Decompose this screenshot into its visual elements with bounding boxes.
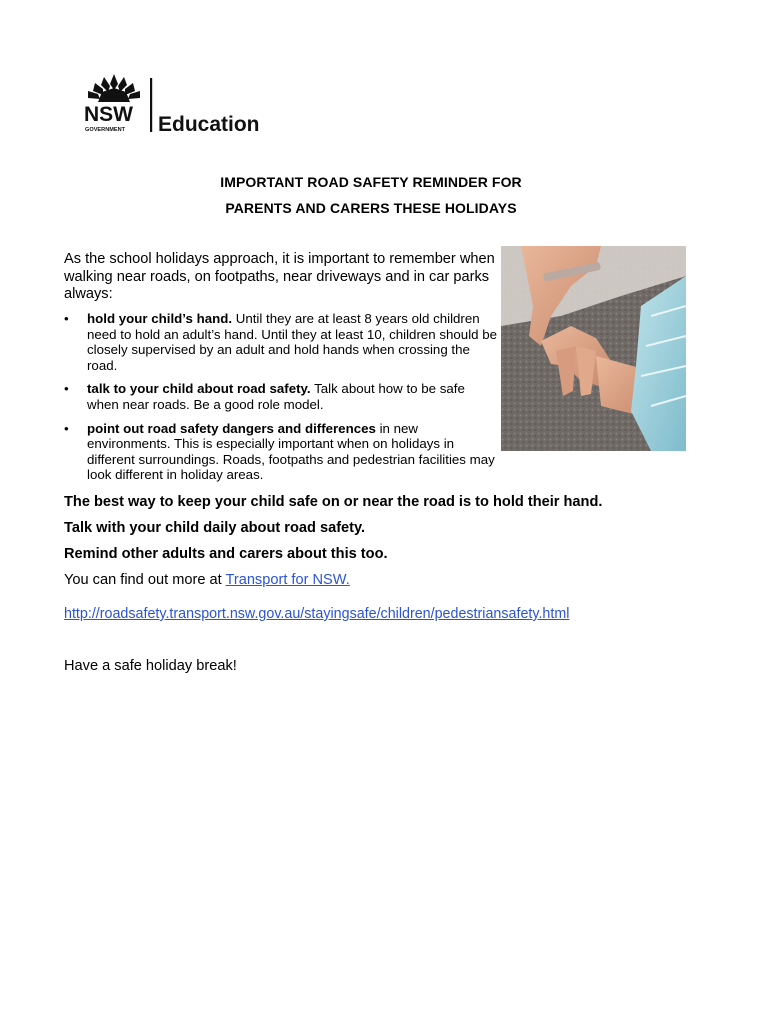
waratah-logo-icon: [84, 72, 274, 134]
tip-text: in new environments. This is especially important when on holidays in different surroundings. Roads, footpaths and pedestrian facilities may look different in holiday areas.: [87, 420, 495, 483]
closing-line: Have a safe holiday break!: [64, 658, 237, 674]
list-item: [64, 311, 500, 373]
nsw-wordmark: NSW: [84, 103, 133, 126]
bullet-icon: •: [64, 420, 69, 436]
page-title-line1: IMPORTANT ROAD SAFETY REMINDER FOR: [220, 174, 522, 190]
tip-text: Talk about how to be safe when near roads. Be a good role model.: [87, 381, 465, 412]
transport-for-nsw-link[interactable]: Transport for NSW.: [225, 572, 350, 588]
intro-paragraph: As the school holidays approach, it is important to remember when walking near roads, on footpaths, near driveways and in car parks always:: [64, 251, 495, 302]
bullet-icon: •: [64, 311, 69, 326]
find-out-more-prefix: You can find out more at: [64, 572, 226, 588]
hand-holding-photo: [501, 246, 686, 451]
tip-heading: point out road safety dangers and differences: [87, 420, 376, 436]
tip-heading: hold your child’s hand.: [87, 311, 233, 326]
key-message-3: Remind other adults and carers about this too.: [64, 546, 388, 562]
page-title-line2: PARENTS AND CARERS THESE HOLIDAYS: [225, 200, 517, 216]
key-message-2: Talk with your child daily about road safety.: [64, 520, 366, 536]
list-item: [64, 381, 500, 412]
education-wordmark: Education: [158, 113, 260, 134]
list-item: [64, 421, 500, 483]
pedestrian-safety-url: [64, 606, 569, 622]
nsw-education-logo: [84, 72, 274, 134]
adult-holding-child-hand-image: [501, 246, 686, 451]
bullet-icon: •: [64, 381, 69, 397]
pedestrian-safety-link[interactable]: http://roadsafety.transport.nsw.gov.au/stayingsafe/children/pedestriansafety.html: [64, 606, 570, 622]
key-message-1: The best way to keep your child safe on or near the road is to hold their hand.: [64, 494, 603, 510]
logo-divider: [150, 78, 152, 132]
tip-heading: talk to your child about road safety.: [87, 381, 311, 397]
government-wordmark: GOVERNMENT: [85, 127, 126, 133]
safety-tips-list: [64, 311, 500, 491]
tip-text: Until they are at least 8 years old children need to hold an adult’s hand. Until they at least 10, children should be closely supervised by an adult and hold hands when crossing the road.: [87, 311, 498, 373]
find-out-more-text: [64, 572, 350, 588]
